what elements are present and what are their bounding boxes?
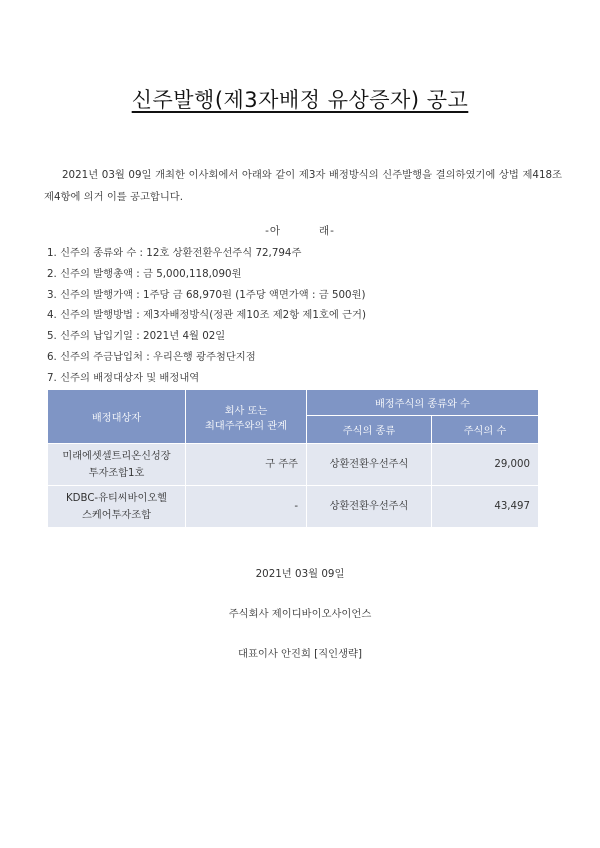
row-relation: 구 주주 (186, 444, 307, 486)
item-issue-price: 3. 신주의 발행가액 : 1주당 금 68,970원 (1주당 액면가액 : 금 500원) (47, 288, 366, 301)
header-relation: 회사 또는 최대주주와의 관계 (186, 390, 307, 444)
row-share-count: 43,497 (432, 486, 539, 528)
item-total-amount: 2. 신주의 발행총액 : 금 5,000,118,090원 (47, 267, 242, 280)
notice-date: 2021년 03월 09일 (255, 568, 345, 580)
ceo-signature: 대표이사 안진희 [직인생략] (238, 648, 362, 660)
row-share-count: 29,000 (432, 444, 539, 486)
row-target-name: 미래에셋셀트리온신성장 투자조합1호 (48, 444, 186, 486)
row-target-name: KDBC-유티씨바이오헬 스케어투자조합 (48, 486, 186, 528)
header-share-type: 주식의 종류 (307, 416, 432, 444)
item-payment-bank: 6. 신주의 주금납입처 : 우리은행 광주첨단지점 (47, 350, 256, 363)
row-share-type: 상환전환우선주식 (307, 486, 432, 528)
table-row (48, 486, 539, 528)
table-row (48, 444, 539, 486)
notice-title: 신주발행(제3자배정 유상증자) 공고 (131, 88, 469, 112)
header-shares: 배정주식의 종류와 수 (307, 390, 539, 416)
item-allocation-details: 7. 신주의 배정대상자 및 배정내역 (47, 371, 200, 384)
notice-items-list (47, 243, 366, 389)
header-target: 배정대상자 (48, 390, 186, 444)
header-share-count: 주식의 수 (432, 416, 539, 444)
item-payment-date: 5. 신주의 납입기일 : 2021년 4월 02일 (47, 330, 226, 343)
company-name: 주식회사 제이디바이오사이언스 (228, 608, 372, 620)
below-marker: -아 래- (265, 225, 335, 237)
item-issue-method: 4. 신주의 발행방법 : 제3자배정방식(정관 제10조 제2항 제1호에 근거) (47, 309, 366, 322)
row-share-type: 상환전환우선주식 (307, 444, 432, 486)
intro-paragraph: 2021년 03월 09일 개최한 이사회에서 아래와 같이 제3자 배정방식의 신주발행을 결의하였기에 상법 제418조 제4항에 의거 이를 공고합니다. (44, 169, 562, 203)
allocation-table (47, 389, 539, 528)
row-relation: - (186, 486, 307, 528)
item-share-type: 1. 신주의 종류와 수 : 12호 상환전환우선주식 72,794주 (47, 247, 302, 259)
